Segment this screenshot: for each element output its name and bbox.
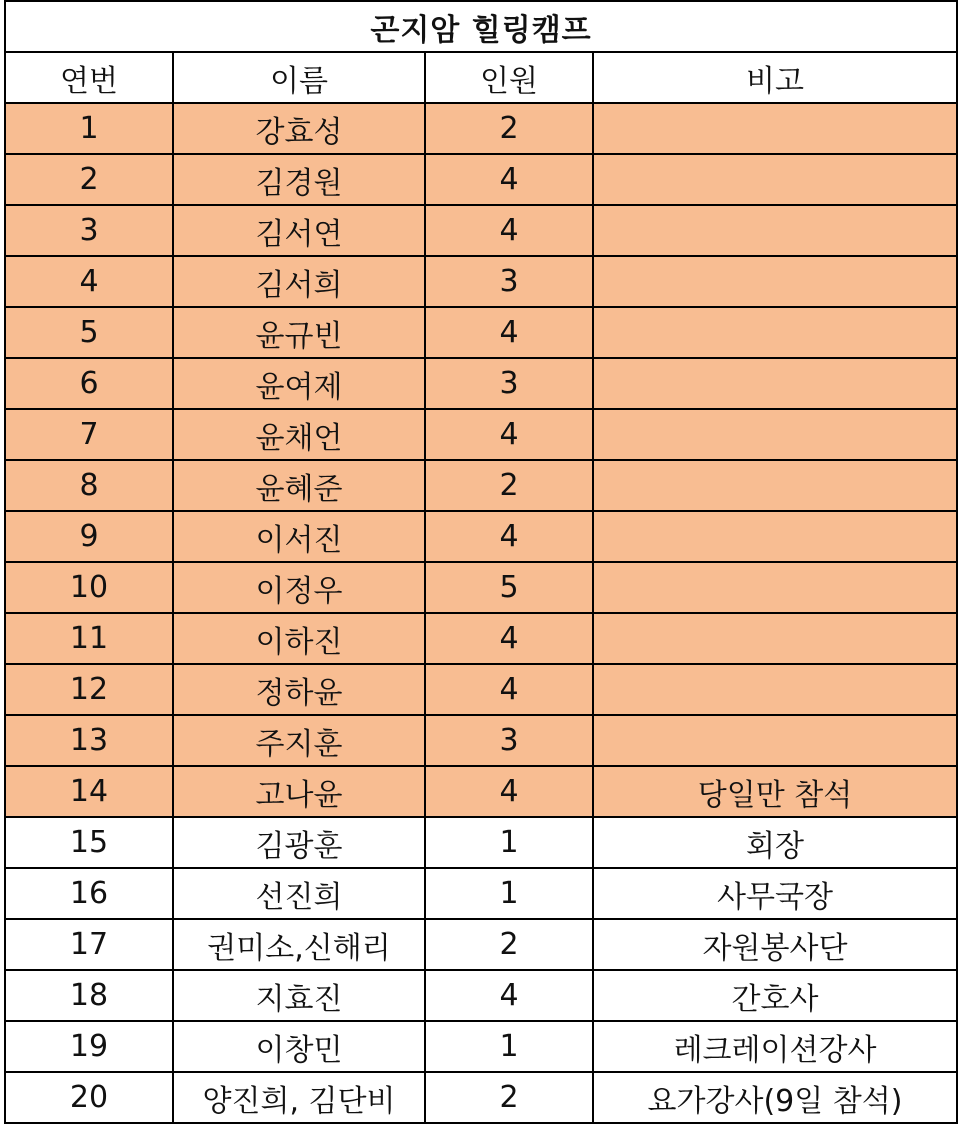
header-count: 인원 [425, 52, 593, 103]
roster-body [5, 103, 957, 1123]
table-row [5, 460, 957, 511]
cell-count: 5 [425, 562, 593, 613]
header-name: 이름 [173, 52, 425, 103]
cell-no: 16 [5, 868, 173, 919]
cell-name: 이정우 [173, 562, 425, 613]
cell-name: 김서연 [173, 205, 425, 256]
cell-count: 2 [425, 103, 593, 154]
cell-note [593, 562, 957, 613]
cell-note [593, 103, 957, 154]
cell-count: 4 [425, 511, 593, 562]
cell-no: 9 [5, 511, 173, 562]
cell-note: 회장 [593, 817, 957, 868]
header-no: 연번 [5, 52, 173, 103]
table-row [5, 715, 957, 766]
cell-note [593, 460, 957, 511]
table-row [5, 664, 957, 715]
cell-count: 1 [425, 1021, 593, 1072]
title-row [5, 1, 957, 52]
table-row [5, 766, 957, 817]
cell-no: 1 [5, 103, 173, 154]
cell-note: 간호사 [593, 970, 957, 1021]
cell-name: 김광훈 [173, 817, 425, 868]
cell-no: 12 [5, 664, 173, 715]
table-row [5, 1072, 957, 1123]
cell-note [593, 256, 957, 307]
cell-count: 4 [425, 613, 593, 664]
cell-count: 4 [425, 205, 593, 256]
cell-no: 4 [5, 256, 173, 307]
cell-note [593, 154, 957, 205]
cell-name: 윤채언 [173, 409, 425, 460]
cell-count: 4 [425, 664, 593, 715]
cell-no: 14 [5, 766, 173, 817]
cell-no: 15 [5, 817, 173, 868]
cell-count: 1 [425, 868, 593, 919]
cell-note [593, 409, 957, 460]
roster-table [4, 0, 958, 1124]
cell-count: 2 [425, 919, 593, 970]
cell-no: 13 [5, 715, 173, 766]
cell-note: 자원봉사단 [593, 919, 957, 970]
cell-note [593, 613, 957, 664]
cell-no: 3 [5, 205, 173, 256]
table-row [5, 613, 957, 664]
cell-note [593, 715, 957, 766]
table-row [5, 1021, 957, 1072]
cell-name: 권미소,신해리 [173, 919, 425, 970]
cell-name: 고나윤 [173, 766, 425, 817]
cell-no: 7 [5, 409, 173, 460]
cell-count: 4 [425, 970, 593, 1021]
cell-name: 김경원 [173, 154, 425, 205]
cell-note [593, 511, 957, 562]
cell-no: 5 [5, 307, 173, 358]
cell-count: 1 [425, 817, 593, 868]
cell-no: 2 [5, 154, 173, 205]
header-row [5, 52, 957, 103]
cell-count: 4 [425, 409, 593, 460]
cell-note: 레크레이션강사 [593, 1021, 957, 1072]
table-row [5, 205, 957, 256]
table-row [5, 562, 957, 613]
cell-name: 주지훈 [173, 715, 425, 766]
table-row [5, 409, 957, 460]
cell-count: 4 [425, 766, 593, 817]
cell-note: 당일만 참석 [593, 766, 957, 817]
cell-count: 4 [425, 154, 593, 205]
cell-name: 윤여제 [173, 358, 425, 409]
cell-count: 3 [425, 256, 593, 307]
table-row [5, 511, 957, 562]
cell-count: 3 [425, 358, 593, 409]
cell-note [593, 205, 957, 256]
cell-note: 요가강사(9일 참석) [593, 1072, 957, 1123]
table-row [5, 256, 957, 307]
table-row [5, 919, 957, 970]
cell-count: 3 [425, 715, 593, 766]
table-row [5, 154, 957, 205]
cell-name: 강효성 [173, 103, 425, 154]
table-row [5, 358, 957, 409]
cell-no: 8 [5, 460, 173, 511]
cell-note [593, 307, 957, 358]
header-note: 비고 [593, 52, 957, 103]
cell-name: 정하윤 [173, 664, 425, 715]
table-row [5, 307, 957, 358]
cell-no: 19 [5, 1021, 173, 1072]
cell-note: 사무국장 [593, 868, 957, 919]
cell-note [593, 664, 957, 715]
table-row [5, 970, 957, 1021]
cell-name: 김서희 [173, 256, 425, 307]
cell-no: 18 [5, 970, 173, 1021]
cell-count: 2 [425, 460, 593, 511]
cell-name: 이서진 [173, 511, 425, 562]
table-row [5, 868, 957, 919]
cell-note [593, 358, 957, 409]
cell-name: 이창민 [173, 1021, 425, 1072]
cell-no: 20 [5, 1072, 173, 1123]
cell-name: 선진희 [173, 868, 425, 919]
cell-count: 4 [425, 307, 593, 358]
cell-no: 11 [5, 613, 173, 664]
cell-name: 양진희, 김단비 [173, 1072, 425, 1123]
cell-count: 2 [425, 1072, 593, 1123]
cell-name: 이하진 [173, 613, 425, 664]
cell-no: 6 [5, 358, 173, 409]
cell-name: 윤규빈 [173, 307, 425, 358]
cell-no: 17 [5, 919, 173, 970]
table-row [5, 103, 957, 154]
cell-name: 지효진 [173, 970, 425, 1021]
roster-sheet [4, 0, 956, 1124]
table-row [5, 817, 957, 868]
table-title: 곤지암 힐링캠프 [5, 1, 957, 52]
cell-no: 10 [5, 562, 173, 613]
cell-name: 윤혜준 [173, 460, 425, 511]
